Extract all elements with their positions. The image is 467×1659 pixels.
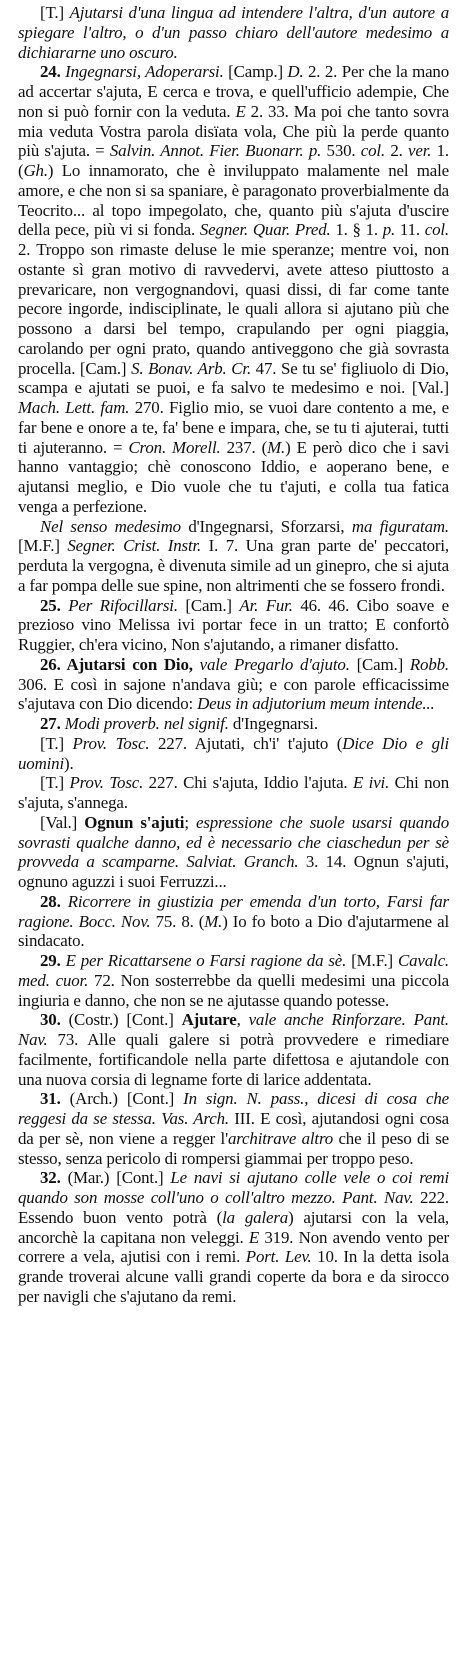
italic-text: Cavalc. med. cuor. xyxy=(18,951,449,990)
entry-paragraph-p-27c xyxy=(18,813,449,892)
entry-paragraph-p-27b xyxy=(18,773,449,813)
text-run: 75. 8. ( xyxy=(150,911,205,931)
sense-heading: 27. xyxy=(40,714,65,733)
text-run: ). xyxy=(64,753,74,773)
italic-text: Le navi si ajutano colle vele o coi remi quando son mosse coll'uno o coll'altro mezzo. Pant. Nav. xyxy=(18,1168,449,1207)
italic-text: vale Pregarlo d'ajuto. xyxy=(199,654,350,674)
text-run: [T.] xyxy=(40,3,70,22)
text-run: 11. xyxy=(395,220,425,240)
sense-heading: 31. xyxy=(40,1089,70,1109)
sense-heading: 32. xyxy=(40,1168,68,1188)
text-run: che il peso di se stesso, senza pericolo di rompersi giammai per troppo peso. xyxy=(18,1128,449,1168)
text-run: ) E però dico che i savi hanno vantaggio; chè conoscono Iddio, e aoperano bene, e ajutansi meglio, e Dio vuole che tu t'ajuti, e colla tua fatica venga a perfezione. xyxy=(18,437,449,516)
text-run: 2. 33. Ma poi che tanto sovra mia veduta Vostra parola disïata vola, Che più la perde quanto più s'ajuta. = xyxy=(18,101,449,161)
text-run: [Cam.] xyxy=(349,654,410,674)
text-run: ; xyxy=(184,812,196,832)
text-run: (Costr.) [Cont.] xyxy=(68,1010,182,1030)
italic-text: Prov. Tosc. xyxy=(72,733,150,753)
entry-paragraph-p-t-lingua xyxy=(18,3,449,62)
italic-text: Deus in adjutorium meum intende... xyxy=(197,694,435,714)
italic-text: Salvin. Annot. Fier. Buonarr. p. xyxy=(109,141,322,161)
italic-text: Per Rifocillarsi. xyxy=(68,595,178,615)
text-run: , xyxy=(236,1010,249,1030)
text-run: [T.] xyxy=(40,773,70,793)
entry-body xyxy=(18,3,449,1307)
text-run: ) ajutarsi con la vela, ancorchè la capitana non veleggi. xyxy=(18,1207,449,1247)
italic-text: E ivi. xyxy=(353,773,390,793)
text-run: (Arch.) [Cont.] xyxy=(69,1089,184,1109)
italic-text: Segner. Crist. Instr. xyxy=(67,536,202,556)
italic-text: D. xyxy=(287,62,304,82)
text-run: [Cam.] xyxy=(177,595,240,615)
italic-text: Ajutarsi d'una lingua ad intendere l'altra, d'un autore a spiegare l'altro, o d'un passo chiaro dell'autore medesimo a dichiararne uno oscuro. xyxy=(18,3,449,62)
text-run: 222. Essendo buon vento potrà ( xyxy=(18,1188,449,1227)
italic-text: Nel senso medesimo xyxy=(40,516,181,536)
italic-text: architrave xyxy=(227,1128,297,1148)
italic-text: Prov. Tosc. xyxy=(69,773,144,793)
text-run: 3. 14. Ognun s'ajuti, ognuno aguzzi i suoi Ferruzzi... xyxy=(18,852,449,891)
italic-text: ver. xyxy=(408,141,432,161)
text-run: 1. ( xyxy=(18,141,449,180)
entry-paragraph-p-senso-figurato xyxy=(18,517,449,596)
italic-text: col. xyxy=(360,141,386,161)
text-run: 319. Non avendo vento per correre a vela, ajutisi con i remi. xyxy=(18,1227,449,1267)
text-run: 72. Non sosterrebbe da quelli medesimi una piccola ingiuria e danno, che non se ne ajutasse quando potesse. xyxy=(18,970,449,1010)
text-run: 1. § 1. xyxy=(330,220,383,240)
italic-text: Segner. Quar. Pred. xyxy=(199,220,331,240)
entry-paragraph-p-27 xyxy=(18,714,449,734)
italic-text: Mach. Lett. fam. xyxy=(18,398,130,417)
text-run: 227. Chi s'ajuta, Iddio l'ajuta. xyxy=(143,773,353,793)
italic-text: altro xyxy=(301,1128,334,1148)
italic-text: Ricorrere in giustizia per emenda d'un torto, Farsi far ragione. Bocc. Nov. xyxy=(18,891,449,931)
italic-text: Ingegnarsi, Adoperarsi. xyxy=(65,62,224,82)
italic-text: Ar. Fur. xyxy=(239,595,293,615)
text-run: [T.] xyxy=(40,733,73,753)
italic-text: M. xyxy=(267,437,286,457)
italic-text: E per Ricattarsene o Farsi ragione da sè. xyxy=(65,951,347,970)
text-run: ) Lo innamorato, che è inviluppato malamente nel male amore, e che non si sa spaniare, è paragonato proverbialmente da Teocrito... al topo impegolato, che, quanto più s'ajuta d'uscire della pece, più vi si fonda. xyxy=(18,161,449,240)
italic-text: vale anche Rinforzare. Pant. Nav. xyxy=(18,1010,449,1049)
text-run: [Val.] xyxy=(40,812,85,832)
italic-text: Modi proverb. nel signif. xyxy=(64,714,229,733)
entry-paragraph-p-30 xyxy=(18,1010,449,1089)
text-run: d'Ingegnarsi. xyxy=(228,714,318,733)
text-run: d'Ingegnarsi, Sforzarsi, xyxy=(180,516,352,536)
text-run: [Camp.] xyxy=(223,62,288,82)
italic-text: ma figuratam. xyxy=(351,516,449,536)
text-run: 2. Troppo son rimaste deluse le mie speranze; mentre voi, non ostante sì gran motivo di ravvedervi, avete atteso piuttosto a prevaricare, non vergognandovi, quasi dissi, di far come tante pecore ingorde, indisciplinate, le quali allora si ajutano più che possono a darsi bel tempo, crapulando per ogni piaggia, carolando per ogni prato, quando antiveggono che già sovrasta procella. [Cam.] xyxy=(18,240,449,378)
entry-paragraph-p-29 xyxy=(18,951,449,1010)
italic-text: Port. Lev. xyxy=(245,1247,312,1267)
entry-paragraph-p-25 xyxy=(18,596,449,655)
text-run: Chi non s'ajuta, s'annega. xyxy=(18,773,449,812)
text-run: 227. Ajutati, ch'i' t'ajuto ( xyxy=(149,733,343,753)
text-run: 270. Figlio mio, se vuoi dare contento a me, e far bene e onore a te, fa' bene e impara, che, se tu ti ajuterai, tutti ti ajuteranno. = xyxy=(18,398,449,457)
italic-text: E xyxy=(248,1227,260,1247)
italic-text: Cron. Morell. xyxy=(128,437,221,457)
sense-heading: 28. xyxy=(40,891,68,911)
text-run: [M.F.] xyxy=(18,536,68,556)
entry-paragraph-p-31 xyxy=(18,1089,449,1168)
text-run: III. E così, ajutandosi ogni cosa da per sè, non viene a regger l' xyxy=(18,1109,449,1148)
text-run: [M.F.] xyxy=(346,951,398,970)
sense-heading: 30. xyxy=(40,1010,69,1030)
italic-text: E xyxy=(235,101,246,121)
italic-text: S. Bonav. Arb. Cr. xyxy=(131,358,252,378)
italic-text: p. xyxy=(382,220,396,240)
sense-heading: 25. xyxy=(40,595,69,615)
italic-text: Gh. xyxy=(23,161,48,180)
italic-text: espressione che suole usarsi quando sovrasti qualche danno, ed è necessario che ciaschedun per sè provveda a scamparne. Salviat. Granch. xyxy=(18,812,449,872)
entry-paragraph-p-27a xyxy=(18,734,449,774)
text-run: 10. In la detta isola grande troverai alcune valli grandi coperte da bora e da sirocco per navigli che s'ajutano da remi. xyxy=(18,1247,449,1306)
text-run: ) Io fo boto a Dio d'ajutarmene al sindacato. xyxy=(18,911,449,951)
italic-text: Dice Dio e gli uomini xyxy=(18,733,450,773)
italic-text: M. xyxy=(204,911,223,931)
sense-heading: Ognun s'ajuti xyxy=(84,812,185,832)
entry-paragraph-p-26 xyxy=(18,655,449,714)
italic-text: In sign. N. pass., dicesi di cosa che reggesi da se stessa. Vas. Arch. xyxy=(18,1089,449,1128)
text-run: 306. E così in sajone n'andava giù; e con parole efficacissime s'ajutava con Dio dicendo: xyxy=(18,674,449,714)
sense-heading: 29. xyxy=(40,951,66,970)
text-run: 2. 2. Per che la mano ad accertar s'ajuta, E cerca e trova, e quell'ufficio adempie, Che non si può fornir con la veduta. xyxy=(18,62,450,121)
entry-paragraph-p-28 xyxy=(18,892,449,951)
text-run: 530. xyxy=(321,141,361,161)
text-run: 47. Se tu se' figliuolo di Dio, scampa e ajutati se puoi, e fa salvo te medesimo e noi. [Val.] xyxy=(18,358,449,398)
text-run: 73. Alle quali galere si potrà provvedere e rimediare facilmente, fortificandole nella parte difettosa e ajutandole con una nuova corsia di legname forte di larice addentata. xyxy=(18,1030,449,1089)
italic-text: col. xyxy=(424,220,449,240)
italic-text: la galera xyxy=(222,1207,289,1227)
text-run: 46. 46. Cibo soave e prezioso vino Melissa ivi portar fece in un tratto; E confortò Ruggier, ch'era vicino, Non s'ajutando, a rimaner disfatto. xyxy=(18,595,449,654)
sense-heading: 24. xyxy=(40,62,66,82)
text-run: 2. xyxy=(385,141,408,161)
entry-paragraph-p-24 xyxy=(18,62,449,516)
sense-heading: 26. Ajutarsi con Dio, xyxy=(40,654,200,674)
text-run: I. 7. Una gran parte de' peccatori, perduta la vergogna, è divenuta simile ad un ginepro, che si ajuta a far pompa delle sue spine, non altrimenti che se fossero frondi. xyxy=(18,536,450,595)
sense-heading: Ajutare xyxy=(181,1010,237,1030)
text-run: (Mar.) [Cont.] xyxy=(67,1168,171,1188)
italic-text: Robb. xyxy=(409,654,449,674)
text-run: 237. ( xyxy=(220,437,268,457)
entry-paragraph-p-32 xyxy=(18,1168,449,1306)
